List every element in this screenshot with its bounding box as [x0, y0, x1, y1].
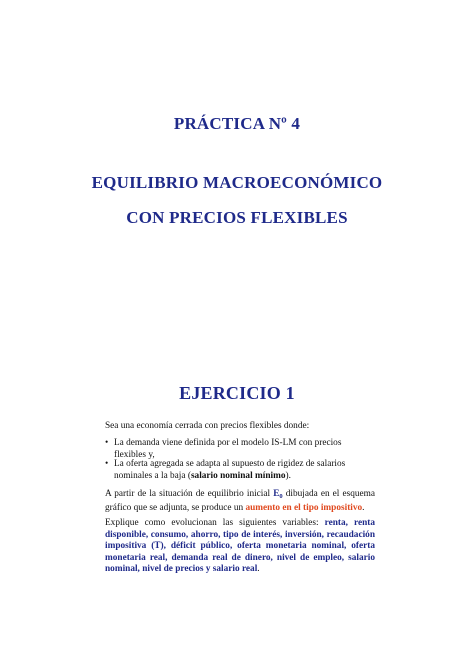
bullet-icon: •	[105, 459, 109, 469]
bullet-icon: •	[105, 438, 109, 448]
exercise-intro: Sea una economía cerrada con precios flexibles donde:	[105, 421, 310, 431]
para2-text-before: Explique como evolucionan las siguientes variables:	[105, 518, 325, 528]
bullet-text: La oferta agregada se adapta al supuesto de rigidez de salarios nominales a la baja (	[114, 459, 346, 481]
paragraph-question	[105, 518, 375, 576]
equilibrium-subscript: 0	[279, 493, 283, 500]
paragraph-shock	[105, 489, 375, 514]
para2-text-after: .	[257, 564, 260, 575]
tax-increase-highlight: aumento en el tipo impositivo	[245, 502, 363, 513]
title-line-1: EQUILIBRIO MACROECONÓMICO	[91, 173, 383, 192]
bullet-text: La demanda viene definida por el modelo IS-LM con precios flexibles y,	[114, 438, 342, 460]
bullet-tail: ).	[285, 470, 291, 481]
practice-number-heading: PRÁCTICA Nº 4	[173, 114, 301, 133]
para1-text-before: A partir de la situación de equilibrio inicial	[105, 489, 274, 499]
title-line-2: CON PRECIOS FLEXIBLES	[126, 208, 348, 227]
bullet-text-group	[114, 459, 375, 482]
bullet-item	[105, 459, 375, 482]
bullet-bold-term: salario nominal mínimo	[190, 470, 286, 481]
bullet-item	[105, 438, 375, 461]
exercise-title: EJERCICIO 1	[179, 383, 295, 403]
equilibrium-symbol: $E_0$	[273, 489, 283, 500]
para1-text-after: .	[362, 502, 365, 513]
variables-list: renta, renta disponible, consumo, ahorro, tipo de interés, inversión, recaudación impositiva (T), déficit público, oferta monetaria nominal, oferta monetaria real, demanda real de dinero, nivel de empleo, salario nominal, nivel de precios y salario real	[105, 518, 375, 575]
para1-text-middle: dibujada en el esquema gráfico que se adjunta, se produce un	[105, 489, 375, 513]
